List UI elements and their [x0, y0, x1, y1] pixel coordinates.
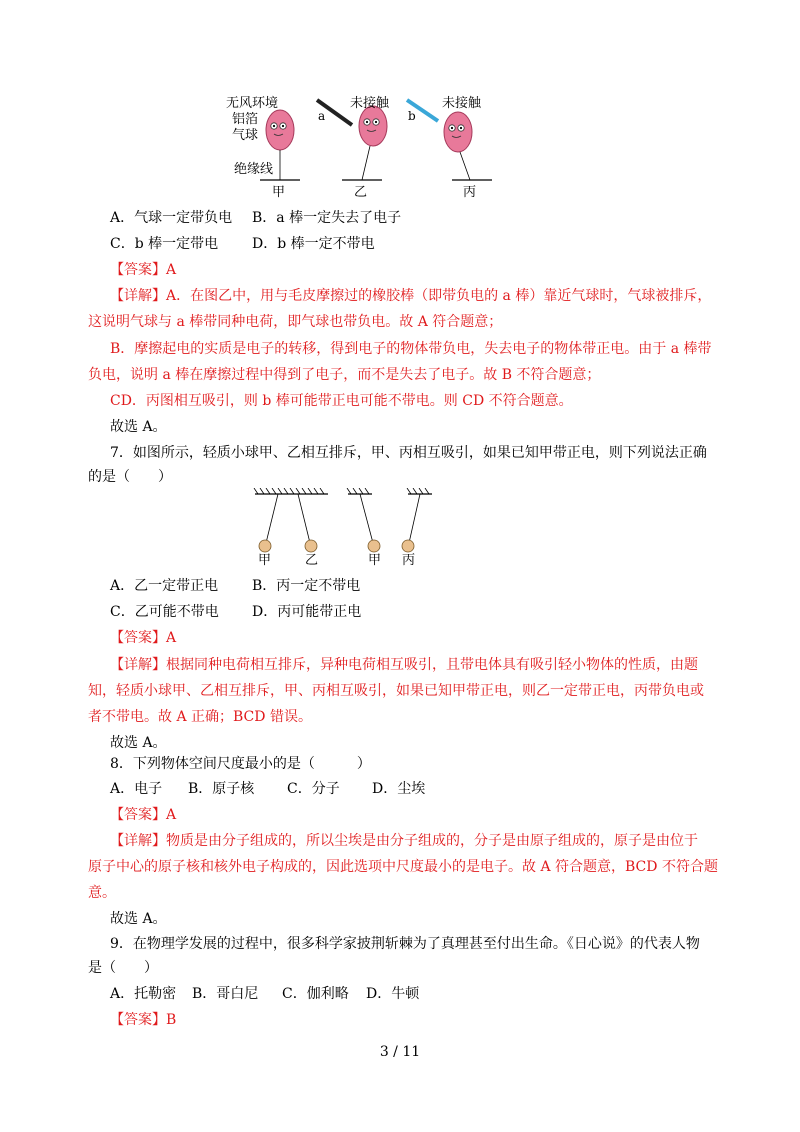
q8-option-c: C．分子 [287, 781, 340, 797]
q6-detail-2: 这说明气球与 a 棒带同种电荷，即气球也带负电。故 A 符合题意； [88, 314, 503, 330]
q7-fig-yi: 乙 [305, 553, 319, 568]
q7-stem-1: 7．如图所示，轻质小球甲、乙相互排斥，甲、丙相互吸引，如果已知甲带正电，则下列说法正确 [110, 445, 707, 461]
q7-stem-2: 的是（ ） [88, 469, 172, 485]
q7-detail-2: 知，轻质小球甲、乙相互排斥，甲、丙相互吸引，如果已知甲带正电，则乙一定带正电，丙带负电或 [88, 683, 704, 699]
q7-fig-bing: 丙 [402, 553, 416, 568]
q8-option-b: B．原子核 [188, 781, 255, 797]
q9-option-a: A．托勒密 [110, 986, 177, 1002]
q7-fig-jia-2: 甲 [368, 553, 382, 568]
label-yi: 乙 [354, 185, 368, 200]
label-balloon: 气球 [232, 128, 259, 143]
label-no-touch-a: 未接触 [350, 96, 390, 111]
q7-option-d: D．丙可能带正电 [252, 604, 362, 620]
q6-detail-1: 【详解】A．在图乙中，用与毛皮摩擦过的橡胶棒（即带负电的 a 棒）靠近气球时，气球被排斥， [110, 288, 712, 304]
q7-fig-jia-1: 甲 [258, 553, 272, 568]
q7-option-b: B．丙一定不带电 [252, 578, 361, 594]
q6-option-b: B．a 棒一定失去了电子 [252, 210, 402, 226]
q6-detail-5: CD．丙图相互吸引，则 b 棒可能带正电可能不带电。则 CD 不符合题意。 [110, 393, 573, 409]
label-bing: 丙 [463, 185, 477, 200]
q7-option-c: C．乙可能不带电 [110, 604, 219, 620]
label-rod-a: a [318, 109, 326, 123]
balloon-bing [444, 112, 492, 180]
q9-answer: 【答案】B [110, 1012, 177, 1028]
support-middle [347, 488, 372, 494]
q8-answer: 【答案】A [110, 807, 177, 823]
label-thread: 绝缘线 [234, 162, 274, 177]
label-wind: 无风环境 [226, 96, 279, 111]
q7-option-a: A．乙一定带正电 [110, 578, 219, 594]
q8-detail-3: 意。 [88, 885, 116, 901]
q9-stem-1: 9．在物理学发展的过程中，很多科学家披荆斩棘为了真理甚至付出生命。《日心说》的代表人物 [110, 936, 700, 952]
support-right [407, 488, 432, 494]
q7-answer: 【答案】A [110, 630, 177, 646]
label-foil: 铝箔 [232, 112, 259, 127]
q7-detail-3: 者不带电。故 A 正确；BCD 错误。 [88, 709, 312, 725]
q9-stem-2: 是（ ） [88, 960, 158, 976]
q8-detail-2: 原子中心的原子核和核外电子构成的，因此选项中尺度最小的是电子。故 A 符合题意，BCD 不符合题 [88, 859, 718, 875]
q8-option-a: A．电子 [110, 781, 163, 797]
q7-detail-1: 【详解】根据同种电荷相互排斥，异种电荷相互吸引，且带电体具有吸引轻小物体的性质，由题 [110, 657, 698, 673]
q9-option-c: C．伽利略 [282, 986, 349, 1002]
figure-pendulums [250, 488, 440, 558]
q8-option-d: D．尘埃 [372, 781, 426, 797]
balloon-yi [342, 106, 387, 180]
q6-option-a: A．气球一定带负电 [110, 210, 233, 226]
q6-detail-4: 负电，说明 a 棒在摩擦过程中得到了电子，而不是失去了电子。故 B 不符合题意； [88, 367, 601, 383]
label-no-touch-b: 未接触 [442, 96, 482, 111]
q9-option-d: D．牛顿 [366, 986, 420, 1002]
q6-detail-3: B．摩擦起电的实质是电子的转移，得到电子的物体带负电，失去电子的物体带正电。由于 a 棒带 [110, 341, 712, 357]
q6-option-c: C．b 棒一定带电 [110, 236, 219, 252]
support-left [254, 488, 328, 494]
q7-choose: 故选 A。 [110, 735, 167, 751]
label-rod-b: b [408, 109, 416, 123]
q6-option-d: D．b 棒一定不带电 [252, 236, 375, 252]
q9-option-b: B．哥白尼 [192, 986, 259, 1002]
q6-choose: 故选 A。 [110, 419, 167, 435]
q6-answer: 【答案】A [110, 262, 177, 278]
q8-choose: 故选 A。 [110, 911, 167, 927]
page-number: 3 / 11 [379, 1044, 421, 1060]
q8-detail-1: 【详解】物质是由分子组成的，所以尘埃是由分子组成的，分子是由原子组成的，原子是由位于 [110, 833, 698, 849]
label-jia: 甲 [272, 185, 286, 200]
q8-stem: 8．下列物体空间尺度最小的是（ ） [110, 756, 371, 772]
